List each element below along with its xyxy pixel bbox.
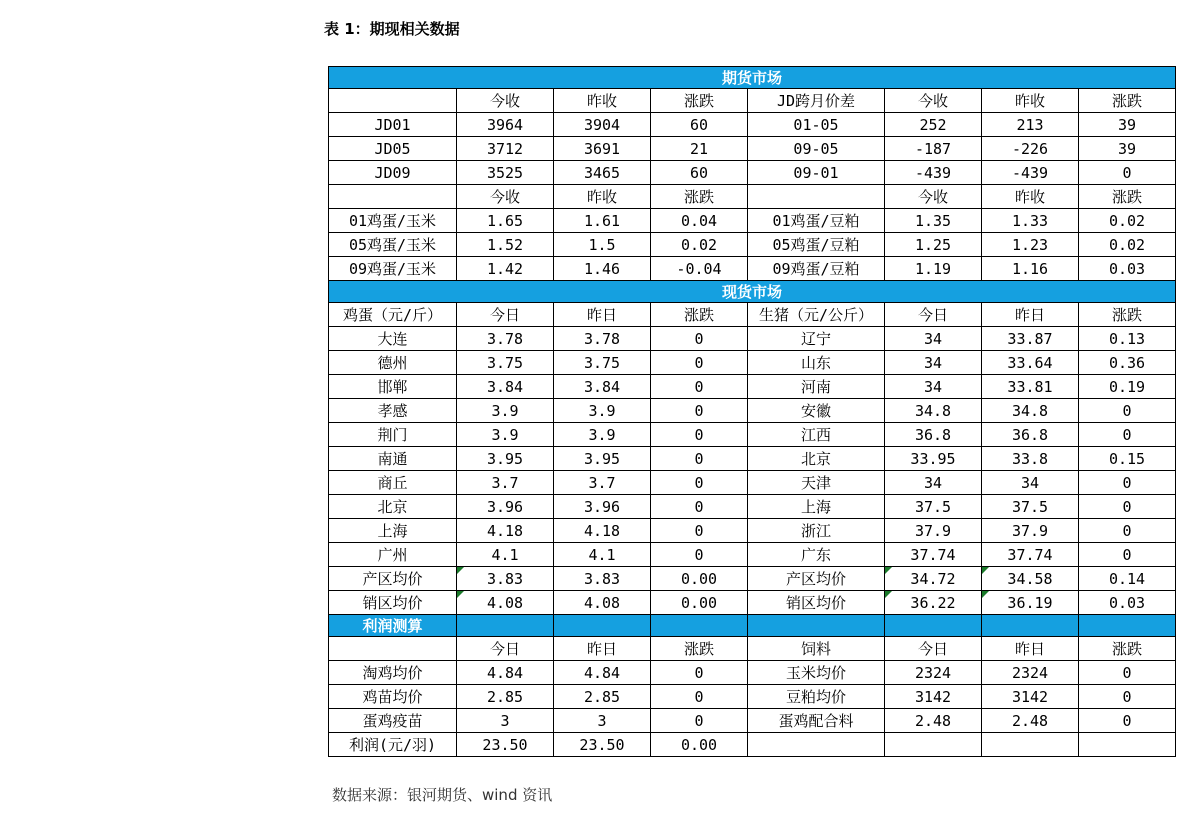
table-cell: 1.46: [554, 257, 651, 281]
table-cell: 1.19: [885, 257, 982, 281]
table-cell: 60: [651, 113, 748, 137]
table-cell: [982, 733, 1079, 757]
table-cell: 37.74: [982, 543, 1079, 567]
table-cell: 3.83: [554, 567, 651, 591]
table-row: [329, 375, 1176, 399]
futures-spot-table: [328, 66, 1176, 757]
table-cell: 山东: [748, 351, 885, 375]
header-row: [329, 637, 1176, 661]
table-row: [329, 233, 1176, 257]
section-header-cell: [651, 615, 748, 637]
table-cell: 0.36: [1079, 351, 1176, 375]
table-cell: 蛋鸡配合料: [748, 709, 885, 733]
table-cell: 德州: [329, 351, 457, 375]
table-row: [329, 543, 1176, 567]
table-cell: 产区均价: [329, 567, 457, 591]
table-cell: 34: [885, 351, 982, 375]
table-cell: 昨收: [982, 185, 1079, 209]
table-cell: 3465: [554, 161, 651, 185]
table-row: [329, 591, 1176, 615]
table-cell: 2.48: [885, 709, 982, 733]
table-cell: 涨跌: [1079, 89, 1176, 113]
table-row: [329, 471, 1176, 495]
table-cell: 利润(元/羽): [329, 733, 457, 757]
table-cell: 今收: [885, 185, 982, 209]
table-cell: 豆粕均价: [748, 685, 885, 709]
table-cell: 4.1: [554, 543, 651, 567]
table-cell: 4.84: [554, 661, 651, 685]
table-cell: 3964: [457, 113, 554, 137]
table-cell: [329, 89, 457, 113]
table-cell: 昨收: [554, 185, 651, 209]
table-cell: 0: [651, 543, 748, 567]
section-title: 期货市场: [329, 67, 1176, 89]
table-cell: -439: [885, 161, 982, 185]
table-cell: 4.08: [554, 591, 651, 615]
table-cell: 0: [1079, 495, 1176, 519]
table-cell: 生猪（元/公斤）: [748, 303, 885, 327]
table-cell: 2324: [885, 661, 982, 685]
table-cell: 上海: [329, 519, 457, 543]
table-cell: 09鸡蛋/玉米: [329, 257, 457, 281]
table-cell: 邯郸: [329, 375, 457, 399]
table-cell: 21: [651, 137, 748, 161]
table-cell: [1079, 733, 1176, 757]
table-cell: 0.04: [651, 209, 748, 233]
table-cell: 37.5: [885, 495, 982, 519]
table-cell: 3.95: [554, 447, 651, 471]
table-cell: 34: [885, 375, 982, 399]
table-cell: 0.00: [651, 567, 748, 591]
table-cell: 0: [651, 351, 748, 375]
table-cell: 涨跌: [1079, 185, 1176, 209]
table-cell: 3.78: [457, 327, 554, 351]
table-cell: 0.14: [1079, 567, 1176, 591]
table-cell: 南通: [329, 447, 457, 471]
table-cell: 3142: [885, 685, 982, 709]
table-cell: 昨日: [982, 303, 1079, 327]
table-cell: 0: [651, 375, 748, 399]
table-row: [329, 709, 1176, 733]
table-row: [329, 327, 1176, 351]
table-cell: 0.02: [1079, 209, 1176, 233]
section-header-cell: [982, 615, 1079, 637]
header-row: [329, 89, 1176, 113]
table-cell: [885, 733, 982, 757]
table-cell: 玉米均价: [748, 661, 885, 685]
table-cell: 34.58: [982, 567, 1079, 591]
header-row: [329, 185, 1176, 209]
table-row: [329, 113, 1176, 137]
table-cell: 37.9: [982, 519, 1079, 543]
table-cell: 0: [1079, 661, 1176, 685]
table-cell: 3904: [554, 113, 651, 137]
section-header-cell: [1079, 615, 1176, 637]
table-row: [329, 685, 1176, 709]
table-cell: -0.04: [651, 257, 748, 281]
table-cell: 3.84: [457, 375, 554, 399]
table-cell: 广州: [329, 543, 457, 567]
table-cell: 销区均价: [748, 591, 885, 615]
table-cell: 昨日: [554, 303, 651, 327]
table-cell: 09-05: [748, 137, 885, 161]
table-row: [329, 519, 1176, 543]
table-cell: 1.16: [982, 257, 1079, 281]
table-cell: 0: [651, 661, 748, 685]
table-cell: 33.81: [982, 375, 1079, 399]
table-cell: 0.03: [1079, 257, 1176, 281]
table-cell: 36.8: [885, 423, 982, 447]
table-cell: 33.8: [982, 447, 1079, 471]
table-cell: 01鸡蛋/玉米: [329, 209, 457, 233]
table-cell: 37.5: [982, 495, 1079, 519]
table-cell: 0: [651, 447, 748, 471]
table-cell: 安徽: [748, 399, 885, 423]
table-cell: 销区均价: [329, 591, 457, 615]
section-header-cell: [457, 615, 554, 637]
table-cell: -439: [982, 161, 1079, 185]
table-cell: 北京: [329, 495, 457, 519]
table-cell: 0: [1079, 399, 1176, 423]
table-cell: 0: [651, 495, 748, 519]
table-cell: 涨跌: [1079, 303, 1176, 327]
table-cell: 0: [651, 685, 748, 709]
table-cell: 0: [1079, 423, 1176, 447]
table-cell: 广东: [748, 543, 885, 567]
table-cell: 37.9: [885, 519, 982, 543]
section-header-cell: [748, 615, 885, 637]
table-cell: [748, 185, 885, 209]
table-cell: 北京: [748, 447, 885, 471]
table-row: [329, 161, 1176, 185]
header-row: [329, 303, 1176, 327]
table-cell: 4.18: [554, 519, 651, 543]
table-cell: 蛋鸡疫苗: [329, 709, 457, 733]
table-cell: 05鸡蛋/玉米: [329, 233, 457, 257]
table-cell: 鸡蛋（元/斤）: [329, 303, 457, 327]
table-cell: 39: [1079, 113, 1176, 137]
table-cell: JD01: [329, 113, 457, 137]
table-cell: 3: [554, 709, 651, 733]
table-cell: 3.83: [457, 567, 554, 591]
section-header-cell: [885, 615, 982, 637]
table-cell: 1.33: [982, 209, 1079, 233]
table-cell: 1.52: [457, 233, 554, 257]
table-cell: 3.7: [554, 471, 651, 495]
table-cell: 2.85: [457, 685, 554, 709]
table-cell: 0.15: [1079, 447, 1176, 471]
table-cell: 0: [1079, 161, 1176, 185]
table-cell: JD05: [329, 137, 457, 161]
table-cell: 2.48: [982, 709, 1079, 733]
table-cell: 0.00: [651, 733, 748, 757]
table-cell: 4.08: [457, 591, 554, 615]
table-row: [329, 399, 1176, 423]
table-cell: 上海: [748, 495, 885, 519]
table-cell: 3.75: [457, 351, 554, 375]
table-cell: 浙江: [748, 519, 885, 543]
table-row: [329, 423, 1176, 447]
table-cell: 涨跌: [651, 637, 748, 661]
section-header-row: [329, 615, 1176, 637]
table-cell: 34.8: [982, 399, 1079, 423]
table-cell: 0.02: [1079, 233, 1176, 257]
table-cell: 0.02: [651, 233, 748, 257]
table-cell: 辽宁: [748, 327, 885, 351]
table-row: [329, 137, 1176, 161]
table-cell: 3.7: [457, 471, 554, 495]
table-cell: 0: [1079, 471, 1176, 495]
table-cell: 江西: [748, 423, 885, 447]
table-cell: JD09: [329, 161, 457, 185]
table-cell: 3691: [554, 137, 651, 161]
table-cell: 荆门: [329, 423, 457, 447]
table-cell: 4.84: [457, 661, 554, 685]
table-cell: 0: [651, 327, 748, 351]
table-cell: -187: [885, 137, 982, 161]
table-cell: 01-05: [748, 113, 885, 137]
table-cell: 0.00: [651, 591, 748, 615]
table-cell: 23.50: [457, 733, 554, 757]
section-header-row: [329, 281, 1176, 303]
table-cell: -226: [982, 137, 1079, 161]
table-cell: 3.75: [554, 351, 651, 375]
section-title: 利润测算: [329, 615, 457, 637]
table-cell: 0: [651, 471, 748, 495]
table-cell: 01鸡蛋/豆粕: [748, 209, 885, 233]
table-row: [329, 257, 1176, 281]
data-source-note: 数据来源：银河期货、wind 资讯: [332, 786, 553, 804]
table-cell: 鸡苗均价: [329, 685, 457, 709]
section-title: 现货市场: [329, 281, 1176, 303]
table-cell: 1.65: [457, 209, 554, 233]
table-cell: 3.9: [457, 399, 554, 423]
table-cell: 0.03: [1079, 591, 1176, 615]
table-cell: 36.19: [982, 591, 1079, 615]
table-cell: 34: [982, 471, 1079, 495]
table-row: [329, 733, 1176, 757]
table-cell: 33.87: [982, 327, 1079, 351]
table-cell: 0: [651, 519, 748, 543]
table-cell: 涨跌: [651, 185, 748, 209]
table-cell: [748, 733, 885, 757]
table-cell: JD跨月价差: [748, 89, 885, 113]
table-cell: 饲料: [748, 637, 885, 661]
table-row: [329, 661, 1176, 685]
table-cell: 3.95: [457, 447, 554, 471]
table-cell: 3: [457, 709, 554, 733]
table-cell: 今日: [885, 637, 982, 661]
table-cell: 3.9: [554, 423, 651, 447]
table-cell: 今收: [885, 89, 982, 113]
table-row: [329, 447, 1176, 471]
table-cell: 0: [651, 399, 748, 423]
table-cell: 3.84: [554, 375, 651, 399]
table-cell: 33.95: [885, 447, 982, 471]
table-cell: 23.50: [554, 733, 651, 757]
table-row: [329, 495, 1176, 519]
table-cell: 3.9: [554, 399, 651, 423]
table-cell: 36.8: [982, 423, 1079, 447]
table-cell: 0: [1079, 543, 1176, 567]
table-cell: 0: [1079, 685, 1176, 709]
table-cell: 1.23: [982, 233, 1079, 257]
table-caption: 表 1：期现相关数据: [324, 20, 460, 38]
table-cell: 34: [885, 471, 982, 495]
table-cell: 今收: [457, 185, 554, 209]
table-row: [329, 351, 1176, 375]
table-cell: 大连: [329, 327, 457, 351]
table-cell: 1.5: [554, 233, 651, 257]
table-cell: 05鸡蛋/豆粕: [748, 233, 885, 257]
table-cell: 34.8: [885, 399, 982, 423]
table-cell: 涨跌: [651, 89, 748, 113]
table-cell: 今日: [457, 303, 554, 327]
table-cell: 涨跌: [1079, 637, 1176, 661]
table-cell: 产区均价: [748, 567, 885, 591]
table-cell: 商丘: [329, 471, 457, 495]
table-cell: [329, 637, 457, 661]
table-cell: 涨跌: [651, 303, 748, 327]
table-cell: 4.18: [457, 519, 554, 543]
table-cell: 0: [1079, 709, 1176, 733]
table-cell: 09-01: [748, 161, 885, 185]
section-header-cell: [554, 615, 651, 637]
table-cell: 0: [651, 709, 748, 733]
table-cell: 3142: [982, 685, 1079, 709]
table-row: [329, 209, 1176, 233]
table-cell: 36.22: [885, 591, 982, 615]
table-cell: 0: [1079, 519, 1176, 543]
table-cell: 今收: [457, 89, 554, 113]
table-cell: 昨日: [554, 637, 651, 661]
table-cell: 2324: [982, 661, 1079, 685]
table-cell: 昨日: [982, 637, 1079, 661]
table-cell: 1.42: [457, 257, 554, 281]
table-cell: 天津: [748, 471, 885, 495]
table-cell: 34: [885, 327, 982, 351]
table-cell: 1.35: [885, 209, 982, 233]
table-cell: 09鸡蛋/豆粕: [748, 257, 885, 281]
table-cell: 0.19: [1079, 375, 1176, 399]
table-cell: 0: [651, 423, 748, 447]
table-row: [329, 567, 1176, 591]
table-cell: 252: [885, 113, 982, 137]
table-cell: 60: [651, 161, 748, 185]
table-cell: 3525: [457, 161, 554, 185]
table-cell: 1.25: [885, 233, 982, 257]
table-cell: 4.1: [457, 543, 554, 567]
table-cell: 淘鸡均价: [329, 661, 457, 685]
section-header-row: [329, 67, 1176, 89]
table-cell: 3.78: [554, 327, 651, 351]
table-cell: 213: [982, 113, 1079, 137]
table-cell: 3712: [457, 137, 554, 161]
table-cell: 昨收: [554, 89, 651, 113]
table-cell: 3.96: [554, 495, 651, 519]
table-cell: 34.72: [885, 567, 982, 591]
table-cell: 3.96: [457, 495, 554, 519]
table-cell: 今日: [457, 637, 554, 661]
table-cell: [329, 185, 457, 209]
table-cell: 河南: [748, 375, 885, 399]
table-cell: 1.61: [554, 209, 651, 233]
table-cell: 今日: [885, 303, 982, 327]
table-cell: 33.64: [982, 351, 1079, 375]
table-cell: 2.85: [554, 685, 651, 709]
table-cell: 昨收: [982, 89, 1079, 113]
table-cell: 孝感: [329, 399, 457, 423]
table-cell: 37.74: [885, 543, 982, 567]
table-cell: 3.9: [457, 423, 554, 447]
table-cell: 0.13: [1079, 327, 1176, 351]
table-cell: 39: [1079, 137, 1176, 161]
